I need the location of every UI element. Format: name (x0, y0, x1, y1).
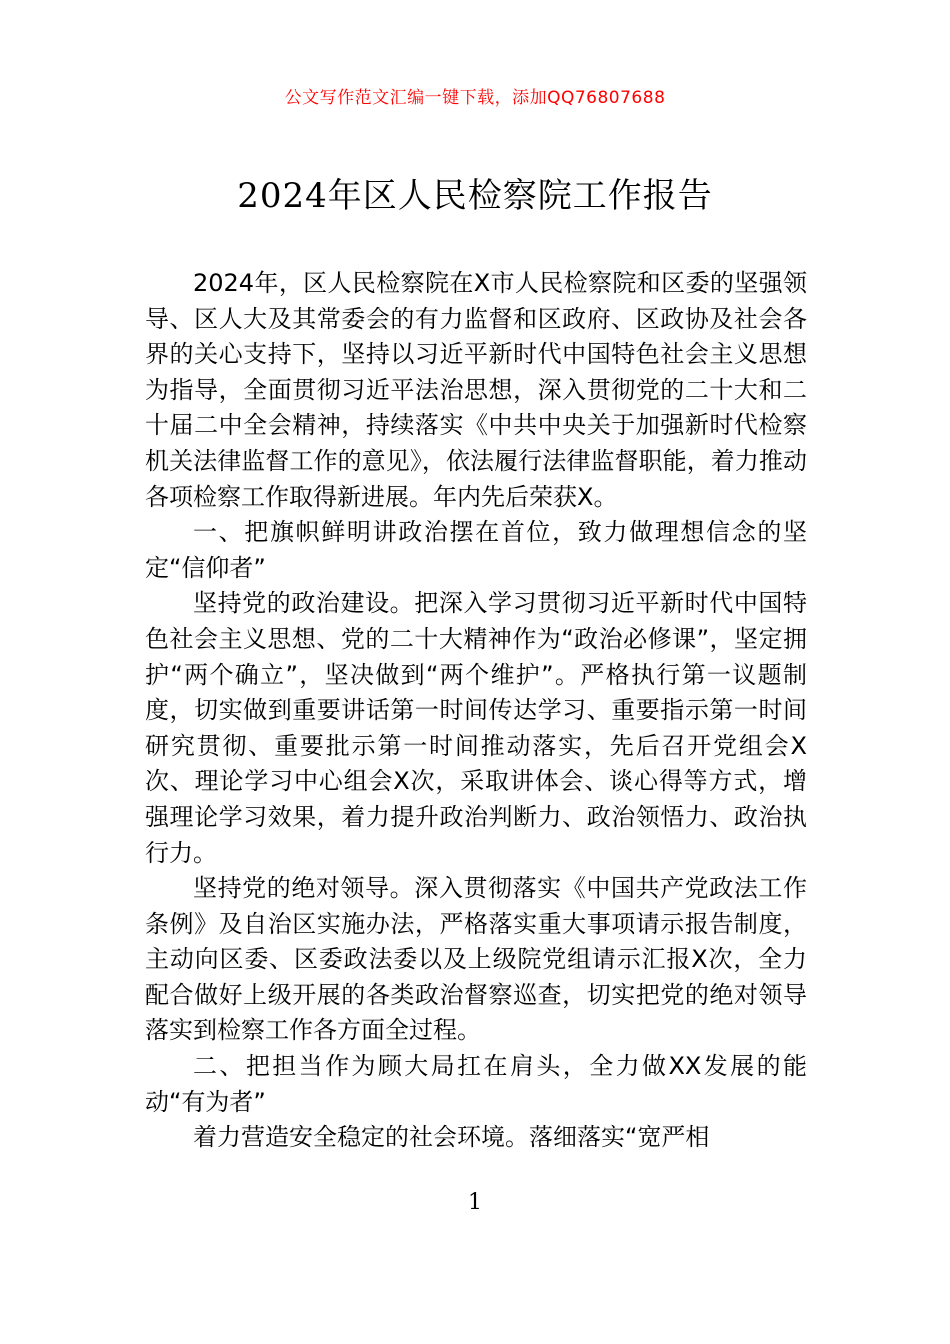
paragraph-political-building: 坚持党的政治建设。把深入学习贯彻习近平新时代中国特色社会主义思想、党的二十大精神作为“政治必修课”，坚定拥护“两个确立”，坚决做到“两个维护”。严格执行第一议题制度，切实做到重要讲话第一时间传达学习、重要指示第一时间研究贯彻、重要批示第一时间推动落实，先后召开党组会X次、理论学习中心组会X次，采取讲体会、谈心得等方式，增强理论学习效果，着力提升政治判断力、政治领悟力、政治执行力。 (145, 589, 807, 867)
paragraph-party-leadership: 坚持党的绝对领导。深入贯彻落实《中国共产党政法工作条例》及自治区实施办法，严格落实重大事项请示报告制度，主动向区委、区委政法委以及上级院党组请示汇报X次，全力配合做好上级开展的各类政治督察巡查，切实把党的绝对领导落实到检察工作各方面全过程。 (145, 874, 807, 1045)
paragraph-intro: 2024年，区人民检察院在X市人民检察院和区委的坚强领导、区人大及其常委会的有力监督和区政府、区政协及社会各界的关心支持下，坚持以习近平新时代中国特色社会主义思想为指导，全面贯彻习近平法治思想，深入贯彻党的二十大和二十届二中全会精神，持续落实《中共中央关于加强新时代检察机关法律监督工作的意见》，依法履行法律监督职能，着力推动各项检察工作取得新进展。年内先后荣获X。 (145, 269, 807, 511)
page-number: 1 (468, 1190, 482, 1215)
document-title: 2024年区人民检察院工作报告 (237, 176, 713, 216)
section-heading-1: 一、把旗帜鲜明讲政治摆在首位，致力做理想信念的坚定“信仰者” (145, 518, 807, 582)
paragraph-social-environment: 着力营造安全稳定的社会环境。落细落实“宽严相 (193, 1123, 710, 1152)
document-body (145, 266, 807, 1156)
header-download-note: 公文写作范文汇编一键下载，添加QQ76807688 (284, 88, 666, 108)
section-heading-2: 二、把担当作为顾大局扛在肩头，全力做XX发展的能动“有为者” (145, 1052, 807, 1116)
